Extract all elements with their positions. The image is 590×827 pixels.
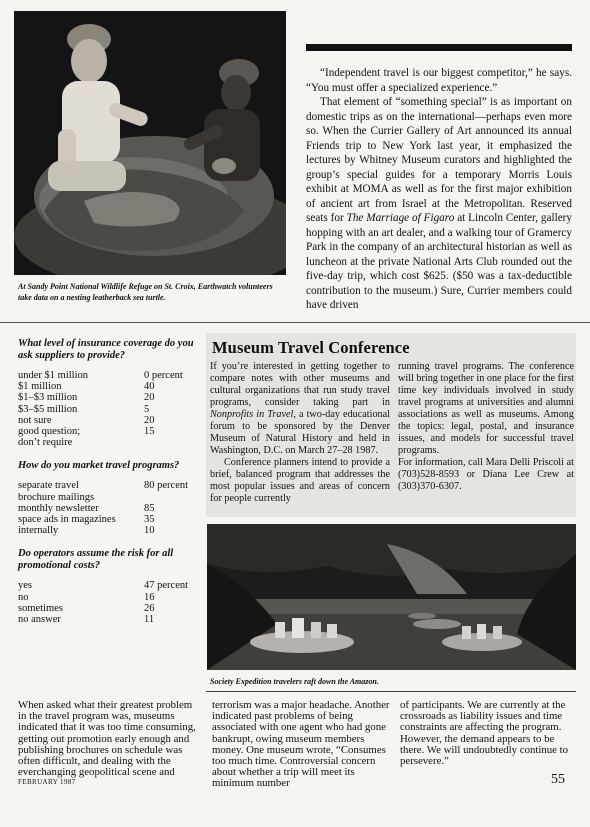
survey-option-label: space ads in magazines [18,514,116,526]
survey-row [18,480,200,491]
survey-option-value [144,492,200,503]
amazon-photo-caption: Society Expedition travelers raft down the Amazon. [210,677,379,686]
survey-option-label: under $1 million [18,370,88,381]
body-text: of participants. We are currently at the crossroads as liability issues and time constraints are affecting the program. However, the demand appears to be there. We will undoubtedly continue to persevere.” [400,699,569,768]
body-text: terrorism was a major headache. Another indicated past problems of being associated with one agent who had gone bankrupt, owing museum members money. One museum wrote, “Consumes too much time. Controversial concern about whether a trip will meet its minimum number [212,699,390,790]
bottom-column [400,700,574,767]
bottom-column [18,700,198,778]
section-rule [306,44,572,51]
survey-option-value: 5 [144,403,150,415]
survey-option-value: 80 percent [144,480,189,492]
survey-option-value: 20 [144,392,155,404]
survey-option-value: 10 [144,525,155,537]
survey-option-label: no answer [18,614,61,626]
survey-option-label: monthly newsletter [18,502,99,514]
survey-option-value: 26 [144,602,155,614]
conference-paragraph: Conference planners intend to provide a brief, balanced program that addresses the most popular issues and areas of concern for people currently [210,457,390,504]
survey-option-label: $3–$5 million [18,403,78,415]
survey-option-label: don’t require [18,437,73,449]
survey-option-label: no [18,591,29,603]
survey-option-label: yes [18,580,32,592]
conference-column [398,361,574,493]
survey-option-value: 15 [144,426,155,438]
article-paragraph: “Independent travel is our biggest competitor,” he says. “You must offer a specialized experience.” [306,67,572,94]
turtle-photo-illustration [14,11,286,275]
survey-row [18,415,200,426]
survey-option-value [144,437,200,448]
survey-row [18,404,200,415]
survey-option-value: 85 [144,502,155,514]
conference-title: Museum Travel Conference [212,338,410,357]
survey-row [18,603,200,614]
turtle-photo-caption: At Sandy Point National Wildlife Refuge on St. Croix, Earthwatch volunteers take data on a nesting leatherback sea turtle. [18,282,273,302]
survey-row [18,514,200,525]
survey-question: What level of insurance coverage do you ask suppliers to provide? [18,338,194,361]
survey-row [18,437,200,448]
survey-option-value: 47 percent [144,580,189,592]
survey-row [18,525,200,536]
survey-row [18,370,200,381]
issue-date: FEBRUARY 1987 [18,778,76,786]
survey-option-label: good question; [18,426,81,438]
conference-paragraph: For information, call Mara Delli Priscoli at (703)528-8593 or Diana Lee Crew at (303)370-6307. [398,457,574,492]
amazon-raft-photo [207,524,576,670]
conference-column [210,361,390,505]
survey-option-value: 40 [144,381,155,393]
survey-option-label: separate travel [18,480,79,492]
horizontal-divider [206,691,576,692]
survey-row [18,426,200,437]
article-continuation [306,66,572,313]
conference-paragraph: running travel programs. The conference will bring together in one place for the first time key individuals involved in study travel programs at universities and alumni associations as well as museums. Among the topics: legal, postal, and insurance issues, and models for successful travel programs. [398,361,574,456]
article-paragraph: That element of “something special” is as important on domestic trips as on the international—perhaps even more so. When the Currier Gallery of Art announced its annual Friends trip to New York last year, it emphasized the lectures by Whitney Museum curators and highlighted the group’s special guides for a temporary Morris Louis exhibit at MOMA as well as for the first major exhibition of ancient art from Israel at the Metropolitan. Reserved seats for The Marriage of Figaro at Lincoln Center, gallery hopping with an art dealer, and a walking tour of Gramercy Park in the company of an architectural historian as well as luncheon at the private National Arts Club rounded out the five-day trip, which cost $625. ($50 was a tax-deductible contribution to the museum.) Sure, Currier members could have driven [306,96,572,311]
survey-option-value: 11 [144,614,155,626]
survey-row [18,392,200,403]
survey-row [18,492,200,503]
amazon-photo-illustration [207,524,576,670]
survey-row [18,614,200,625]
survey-option-label: brochure mailings [18,491,95,503]
survey-row [18,381,200,392]
survey-option-label: not sure [18,414,52,426]
survey-option-value: 35 [144,514,155,526]
survey-option-label: $1 million [18,381,62,393]
body-text: When asked what their greatest problem in the travel program was, museums indicated that it was too time consuming, getting out promotion early enough and publishing brochures on schedule was often difficult, and dealing with the everchanging geopolitical scene and [18,699,196,779]
horizontal-divider [0,322,590,323]
conference-paragraph: If you’re interested in getting together to compare notes with other museums and cultural organizations that run study travel programs, consider taking part in Nonprofits in Travel, a two-day educational forum to be sponsored by the Denver Museum of Natural History and held in Washington, D.C. on March 27–28 1987. [210,361,391,456]
survey-question: How do you market travel programs? [18,460,180,472]
page-number: 55 [551,772,565,787]
survey-row [18,503,200,514]
survey-row [18,592,200,603]
survey-option-value: 16 [144,591,155,603]
survey-option-value: 20 [144,414,155,426]
bottom-column [212,700,390,790]
survey-option-label: sometimes [18,602,63,614]
survey-option-value: 0 percent [144,370,183,381]
survey-results [18,330,200,625]
survey-question: Do operators assume the risk for all promotional costs? [18,548,174,572]
survey-row [18,580,200,591]
survey-option-label: internally [18,525,59,537]
turtle-photo [14,11,286,275]
survey-option-label: $1–$3 million [18,392,78,404]
